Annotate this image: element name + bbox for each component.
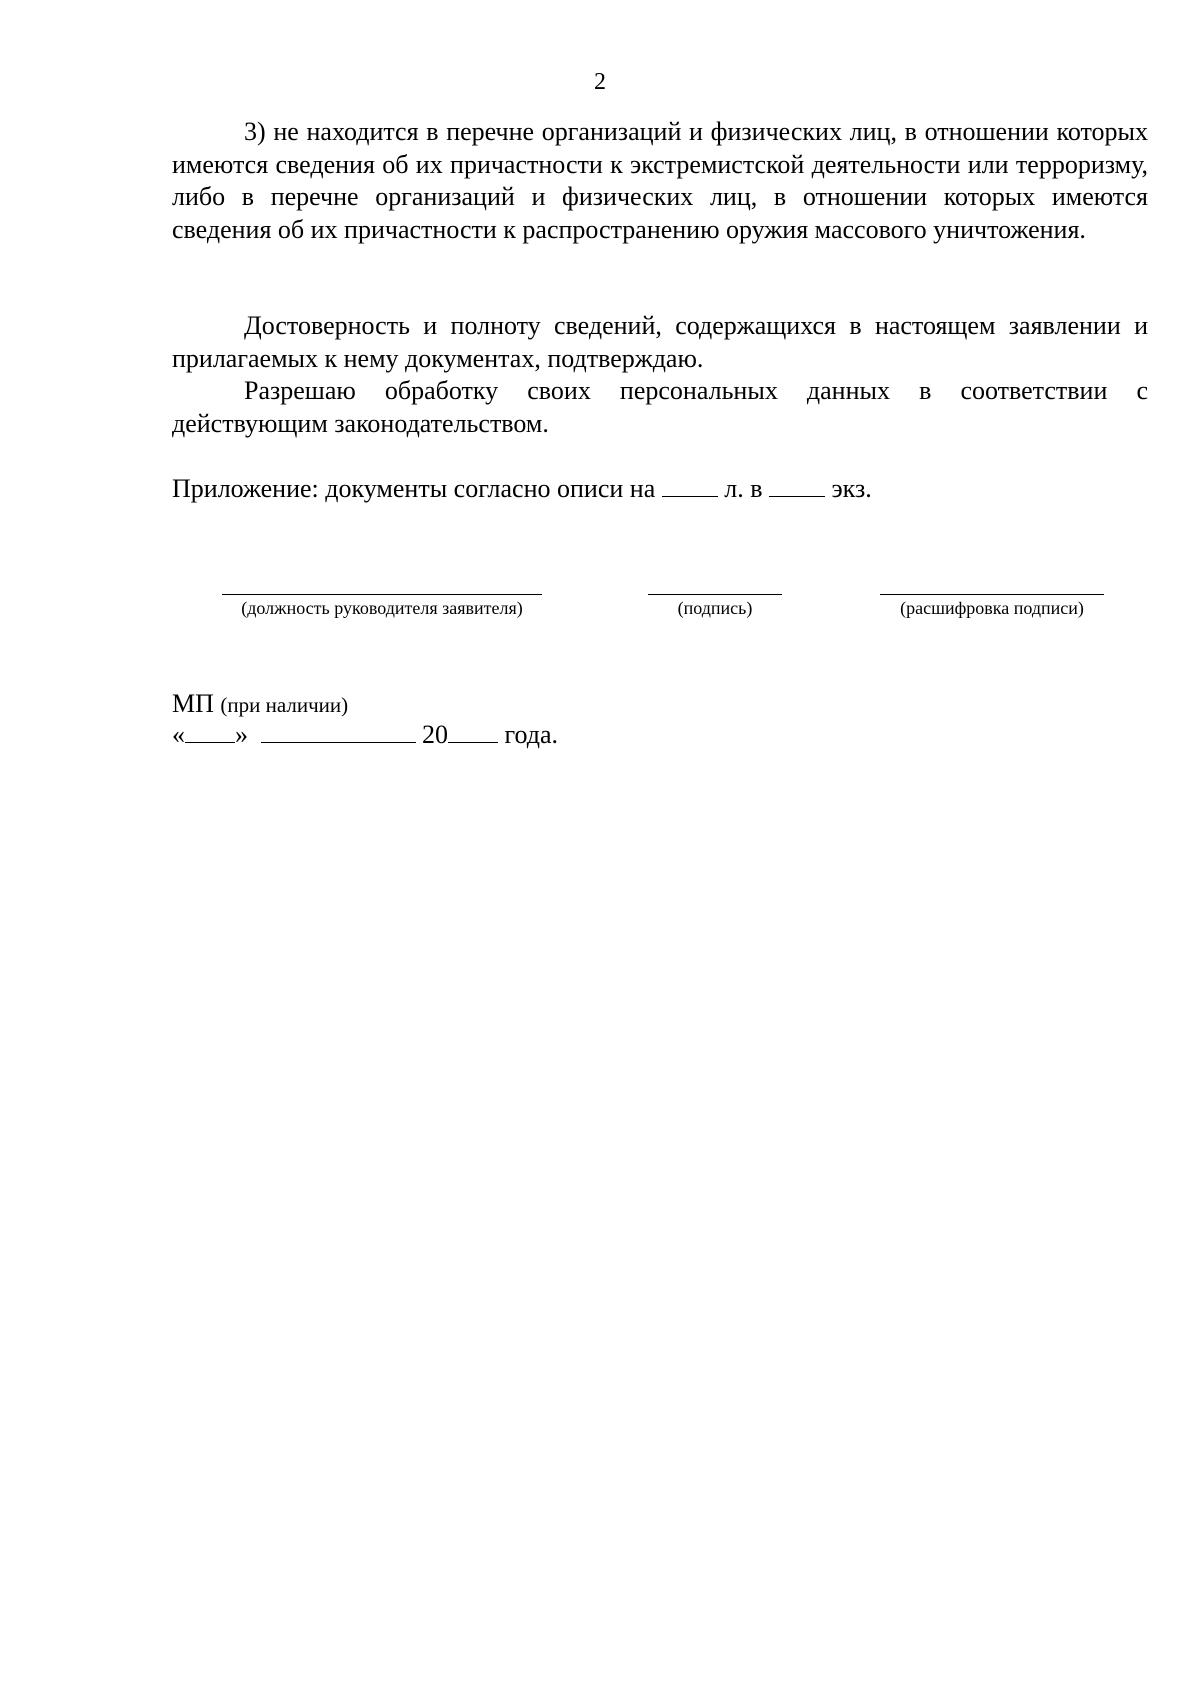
day-blank[interactable]: [185, 720, 235, 743]
year-blank[interactable]: [448, 720, 498, 743]
position-signature-line[interactable]: [222, 594, 542, 595]
date-close-quote: »: [235, 720, 248, 749]
seal-placeholder: [172, 688, 348, 721]
paragraph-personal-data-consent: Разрешаю обработку своих персональных данных в соответствии с действующим законодательством.: [172, 376, 1148, 438]
seal-note: (при наличии): [220, 693, 349, 717]
date-suffix: года.: [504, 720, 559, 749]
paragraph-confirmation: Достоверность и полноту сведений, содержащихся в настоящем заявлении и прилагаемых к нему документах, подтверждаю.: [172, 311, 1148, 373]
month-blank[interactable]: [261, 720, 416, 743]
signature-line[interactable]: [648, 594, 782, 595]
appendix-line: [172, 473, 1148, 505]
paragraph-item-3: 3) не находится в перечне организаций и физических лиц, в отношении которых имеются сведения об их причастности к экстремистской деятельности или терроризму, либо в перечне организаций и физических лиц, в отношении которых имеются сведения об их причастности к распространению оружия массового уничтожения.: [172, 117, 1148, 244]
page-number: 2: [594, 69, 606, 95]
date-open-quote: «: [172, 720, 185, 749]
appendix-middle: л. в: [724, 474, 763, 503]
copies-count-blank[interactable]: [769, 474, 825, 497]
appendix-prefix: Приложение: документы согласно описи на: [172, 474, 656, 503]
signature-decoding-caption: (расшифровка подписи): [900, 598, 1084, 618]
appendix-suffix: экз.: [831, 474, 872, 503]
sheets-count-blank[interactable]: [662, 474, 718, 497]
position-caption: (должность руководителя заявителя): [241, 598, 523, 618]
date-line: [172, 719, 558, 751]
signature-decoding-line[interactable]: [880, 594, 1104, 595]
seal-label: МП: [172, 689, 214, 718]
year-prefix: 20: [422, 720, 448, 749]
signature-caption: (подпись): [677, 598, 753, 618]
